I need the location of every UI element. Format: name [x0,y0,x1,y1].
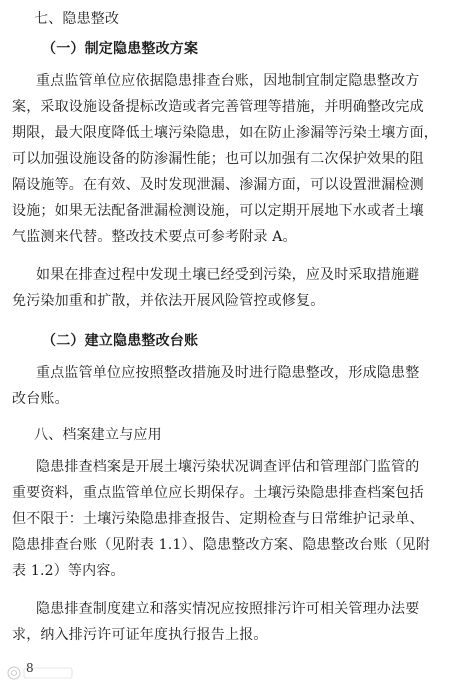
paragraph-line: 隔设施等。在有效、及时发现泄漏、渗漏方面，可以设置泄漏检测 [12,177,424,193]
watermark-icon [6,664,76,682]
paragraph-line: 隐患排查台账（见附表 1.1）、隐患整改方案、隐患整改台账（见附 [12,537,431,553]
paragraph-line: 隐患排查制度建立和落实情况应按照排污许可相关管理办法要 [36,601,420,617]
paragraph-line: 重点监管单位应按照整改措施及时进行隐患整改，形成隐患整 [36,365,420,381]
paragraph-line: 期限，最大限度降低土壤污染隐患，如在防止渗漏等污染土壤方面， [12,125,438,141]
section-8-heading: 八、档案建立与应用 [34,427,162,443]
paragraph-line: 案，采取设施设备提标改造或者完善管理等措施，并明确整改完成 [12,99,424,115]
paragraph-line: 可以加强设施设备的防渗漏性能；也可以加强有二次保护效果的阻 [12,151,424,167]
paragraph-line: 表 1.2）等内容。 [12,563,125,579]
paragraph-line: 改台账。 [12,391,69,407]
paragraph-line: 如果在排查过程中发现土壤已经受到污染，应及时采取措施避 [36,267,420,283]
paragraph-line: 求，纳入排污许可证年度执行报告上报。 [12,627,268,643]
paragraph-line: 设施；如果无法配备泄漏检测设施，可以定期开展地下水或者土壤 [12,203,424,219]
paragraph-line: 重要资料，重点监管单位应长期保存。土壤污染隐患排查档案包括 [12,485,424,501]
paragraph-line: 但不限于：土壤污染隐患排查报告、定期检查与日常维护记录单、 [12,511,424,527]
subsection-2-heading: （二）建立隐患整改台账 [42,333,199,349]
paragraph-line: 隐患排查档案是开展土壤污染状况调查评估和管理部门监管的 [36,459,420,475]
subsection-1-heading: （一）制定隐患整改方案 [42,41,199,57]
section-7-heading: 七、隐患整改 [34,11,120,27]
page-number: 8 [26,661,34,675]
paragraph-line: 重点监管单位应依据隐患排查台账，因地制宜制定隐患整改方 [36,73,420,89]
paragraph-line: 气监测来代替。整改技术要点可参考附录 A。 [12,229,297,245]
paragraph-line: 免污染加重和扩散，并依法开展风险管控或修复。 [12,293,325,309]
